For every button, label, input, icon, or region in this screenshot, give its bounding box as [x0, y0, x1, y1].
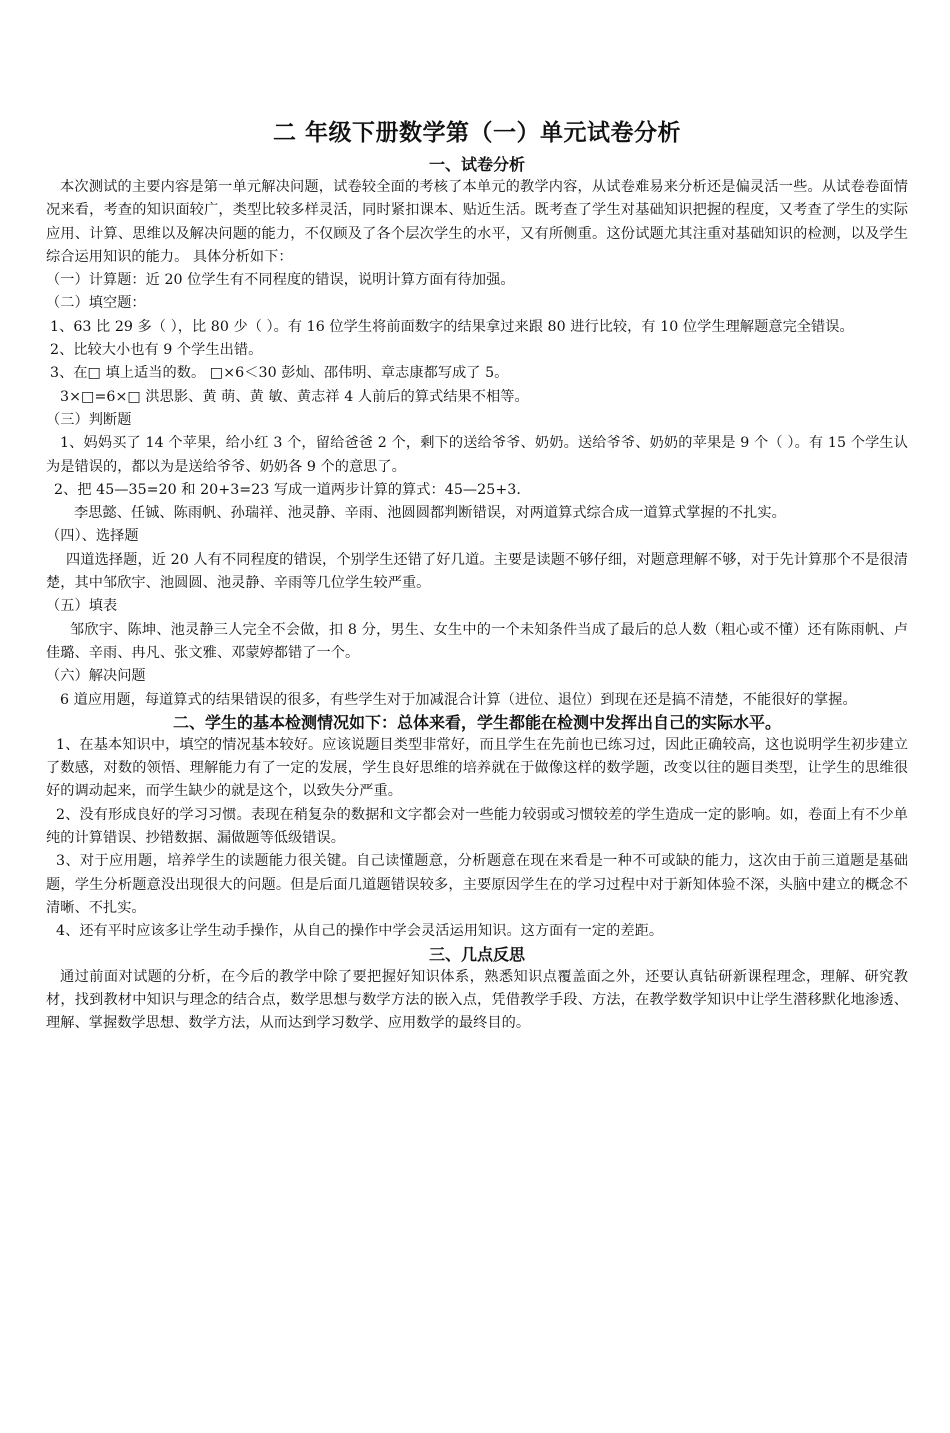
section-heading-analysis: 一、试卷分析: [428, 155, 525, 174]
paragraph-judge-2: 2、把 45—35=20 和 20+3=23 写成一道两步计算的算式：45—25+3.: [54, 481, 521, 498]
paragraph-result-3: 3、对于应用题，培养学生的读题能力很关键。自己读懂题意，分析题意在现在来看是一种不可或缺的能力，这次由于前三道题是基础题，学生分析题意没出现很大的问题。但是后面几道题错误较多，主要原因学生在的学习过程中对于新知体验不深，头脑中建立的概念不清晰、不扎实。: [46, 853, 908, 916]
paragraph-judge-1: 1、妈妈买了 14 个苹果，给小红 3 个，留给爸爸 2 个，剩下的送给爷爷、奶奶。送给爷爷、奶奶的苹果是 9 个（ ）。有 15 个学生认为是错误的，都以为是送给爷爷、奶奶各 9 个的意思了。: [46, 435, 908, 475]
paragraph-fill-3b: 3×□=6×□ 洪思影、黄 萌、黄 敏、黄志祥 4 人前后的算式结果不相等。: [60, 388, 529, 405]
paragraph-intro: 本次测试的主要内容是第一单元解决问题，试卷较全面的考核了本单元的教学内容，从试卷难易来分析还是偏灵活一些。从试卷卷面情况来看，考查的知识面较广，类型比较多样灵活，同时紧扣课本、贴近生活。既考查了学生对基础知识把握的程度，又考查了学生的实际应用、计算、思维以及解决问题的能力，不仅顾及了各个层次学生的水平，又有所侧重。这份试题尤其注重对基础知识的检测，以及学生综合运用知识的能力。 具体分析如下：: [46, 179, 908, 265]
paragraph-fill-heading: （二）填空题：: [46, 295, 146, 312]
paragraph-fill-2: 2、比较大小也有 9 个学生出错。: [50, 342, 263, 359]
paragraph-result-4: 4、还有平时应该多让学生动手操作，从自己的操作中学会灵活运用知识。这方面有一定的差距。: [56, 923, 664, 940]
paragraph-solve-heading: （六）解决问题: [46, 668, 146, 685]
paragraph-fill-3: 3、在□ 填上适当的数。 □×6＜30 彭灿、邵伟明、章志康都写成了 5。: [50, 365, 509, 382]
paragraph-reflection: 通过前面对试题的分析，在今后的教学中除了要把握好知识体系，熟悉知识点覆盖面之外，还要认真钻研新课程理念，理解、研究教材，找到教材中知识与理念的结合点，数学思想与数学方法的嵌入点，凭借教学手段、方法，在教学数学知识中让学生潜移默化地渗透、理解、掌握数学思想、数学方法，从而达到学习数学、应用数学的最终目的。: [46, 968, 908, 1032]
paragraph-result-2: 2、没有形成良好的学习习惯。表现在稍复杂的数据和文字都会对一些能力较弱或习惯较差的学生造成一定的影响。如，卷面上有不少单纯的计算错误、抄错数据、漏做题等低级错误。: [46, 806, 908, 847]
paragraph-table-heading: （五）填表: [46, 598, 118, 615]
paragraph-solve: 6 道应用题，每道算式的结果错误的很多，有些学生对于加减混合计算（进位、退位）到现在还是搞不清楚，不能很好的掌握。: [60, 691, 857, 708]
paragraph-choice-heading: （四）、选择题: [46, 528, 139, 545]
paragraph-result-1: 1、在基本知识中，填空的情况基本较好。应该说题目类型非常好，而且学生在先前也已练习过，因此正确较高，这也说明学生初步建立了数感，对数的领悟、理解能力有了一定的发展，学生良好思维的培养就在于做像这样的数学题，改变以往的题目类型，让学生的思维很好的调动起来，而学生缺少的就是这个，以致失分严重。: [46, 736, 908, 800]
paragraph-table: 邹欣宇、陈坤、池灵静三人完全不会做，扣 8 分，男生、女生中的一个未知条件当成了最后的总人数（粗心或不懂）还有陈雨帆、卢佳璐、辛雨、冉凡、张文雅、邓蒙婷都错了一个。: [46, 621, 908, 661]
section-heading-reflection: 三、几点反思: [428, 944, 525, 964]
paragraph-judge-2b: 李思懿、任铖、陈雨帆、孙瑞祥、池灵静、辛雨、池圆圆都判断错误，对两道算式综合成一道算式掌握的不扎实。: [74, 505, 786, 522]
document-content: [46, 118, 908, 1035]
paragraph-judge-heading: （三）判断题: [46, 411, 132, 428]
page-title: 二 年级下册数学第（一）单元试卷分析: [272, 119, 681, 146]
paragraph-choice: 四道选择题，近 20 人有不同程度的错误，个别学生还错了好几道。主要是读题不够仔细，对题意理解不够，对于先计算那个不是很清楚，其中邹欣宇、池圆圆、池灵静、辛雨等几位学生较严重。: [46, 551, 908, 592]
paragraph-fill-1: 1、63 比 29 多（ ），比 80 少（ ）。有 16 位学生将前面数字的结果拿过来跟 80 进行比较，有 10 位学生理解题意完全错误。: [50, 318, 854, 335]
section-heading-student-results: 二、学生的基本检测情况如下：总体来看，学生都能在检测中发挥出自己的实际水平。: [172, 712, 781, 732]
paragraph-calc: （一）计算题：近 20 位学生有不同程度的错误，说明计算方面有待加强。: [46, 272, 515, 289]
